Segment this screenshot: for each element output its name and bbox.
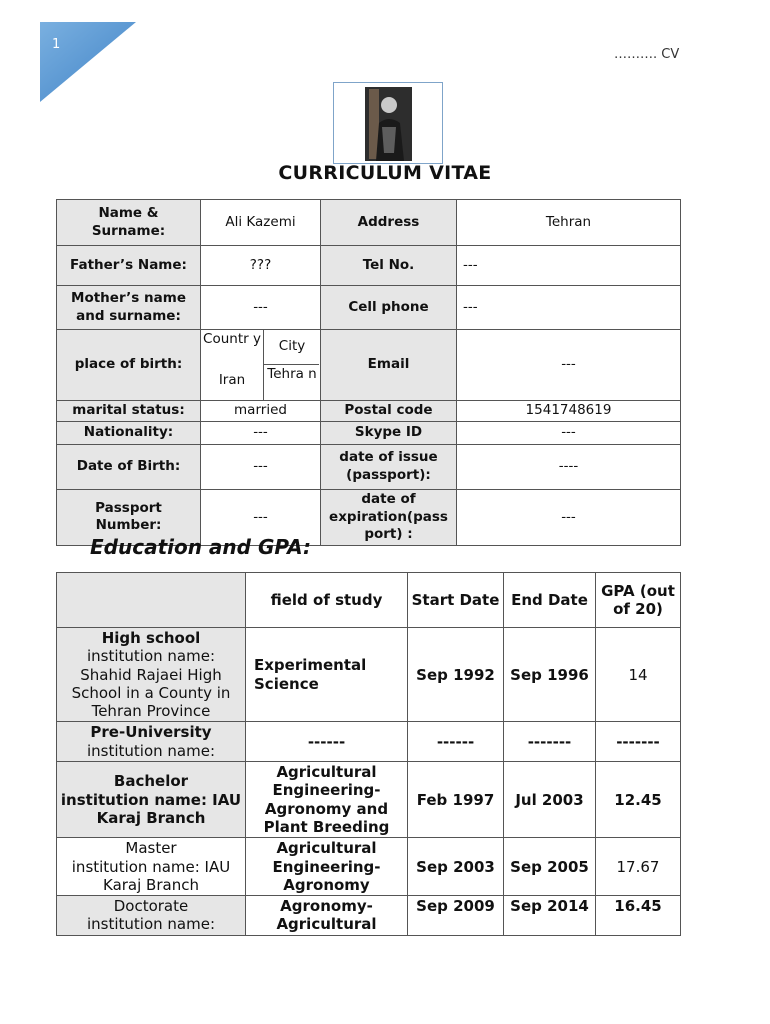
pob-label: place of birth:: [57, 330, 201, 401]
edu-header-field: field of study: [246, 573, 408, 628]
edu-start: Sep 2009: [408, 896, 504, 936]
edu-level: Master: [125, 839, 177, 858]
edu-gpa: -------: [596, 722, 681, 762]
marital-value: married: [201, 401, 321, 422]
edu-gpa: 14: [596, 628, 681, 722]
issue-value: ----: [457, 445, 681, 490]
edu-end: -------: [504, 722, 596, 762]
edu-institution: institution name: Shahid Rajaei High School in a County in Tehran Province: [71, 647, 231, 721]
edu-field: Agricultural Engineering-Agronomy: [246, 838, 408, 896]
table-row: [57, 722, 681, 762]
table-row: [57, 896, 681, 936]
edu-level: Pre-University: [90, 723, 212, 742]
cell-value: ---: [457, 286, 681, 330]
passport-value: ---: [201, 490, 321, 546]
edu-gpa: 17.67: [596, 838, 681, 896]
edu-gpa: 16.45: [596, 896, 681, 936]
passport-label: Passport Number:: [57, 490, 201, 546]
cell-label: Cell phone: [321, 286, 457, 330]
expiry-value: ---: [457, 490, 681, 546]
edu-field: ------: [246, 722, 408, 762]
skype-value: ---: [457, 422, 681, 445]
dob-label: Date of Birth:: [57, 445, 201, 490]
page-corner-ribbon: [0, 0, 140, 110]
edu-field: Experimental Science: [246, 628, 408, 722]
edu-header-empty: [57, 573, 246, 628]
edu-end: Jul 2003: [504, 762, 596, 838]
edu-header-gpa: GPA (out of 20): [596, 573, 681, 628]
edu-start: Sep 1992: [408, 628, 504, 722]
education-heading: Education and GPA:: [90, 535, 312, 559]
mother-value: ---: [201, 286, 321, 330]
skype-label: Skype ID: [321, 422, 457, 445]
edu-end: Sep 2005: [504, 838, 596, 896]
postal-value: 1541748619: [457, 401, 681, 422]
marital-label: marital status:: [57, 401, 201, 422]
edu-institution: institution name:: [86, 915, 216, 934]
issue-label: date of issue (passport):: [321, 445, 457, 490]
edu-institution: institution name:: [86, 741, 216, 760]
pob-country-label: Countr y: [203, 331, 261, 347]
table-row: [57, 838, 681, 896]
mother-label: Mother’s name and surname:: [57, 286, 201, 330]
table-row: [57, 628, 681, 722]
edu-end: Sep 1996: [504, 628, 596, 722]
edu-start: ------: [408, 722, 504, 762]
tel-value: ---: [457, 246, 681, 286]
pob-country-value: Iran: [218, 372, 246, 388]
nationality-value: ---: [201, 422, 321, 445]
edu-institution: institution name: IAU Karaj Branch: [60, 790, 242, 827]
nationality-label: Nationality:: [57, 422, 201, 445]
page-number: 1: [52, 37, 61, 52]
father-value: ???: [201, 246, 321, 286]
education-table: [56, 572, 681, 936]
edu-end: Sep 2014: [504, 896, 596, 936]
dob-value: ---: [201, 445, 321, 490]
name-value: Ali Kazemi: [201, 200, 321, 246]
edu-start: Feb 1997: [408, 762, 504, 838]
email-label: Email: [321, 330, 457, 401]
edu-level: Doctorate: [113, 897, 189, 916]
name-label: Name & Surname:: [57, 200, 201, 246]
edu-field: Agronomy-Agricultural: [246, 896, 408, 936]
pob-city-value: Tehra n: [267, 366, 317, 382]
edu-header-start: Start Date: [408, 573, 504, 628]
edu-field: Agricultural Engineering-Agronomy and Plant Breeding: [246, 762, 408, 838]
expiry-label: date of expiration(pass port) :: [321, 490, 457, 546]
edu-gpa: 12.45: [596, 762, 681, 838]
edu-header-end: End Date: [504, 573, 596, 628]
header-cv-label: ………. CV: [614, 47, 680, 62]
edu-level: High school: [101, 629, 201, 647]
edu-start: Sep 2003: [408, 838, 504, 896]
father-label: Father’s Name:: [57, 246, 201, 286]
email-value: ---: [457, 330, 681, 401]
pob-city-label: City: [278, 338, 306, 354]
pob-subtable: [201, 330, 320, 400]
address-value: Tehran: [457, 200, 681, 246]
address-label: Address: [321, 200, 457, 246]
tel-label: Tel No.: [321, 246, 457, 286]
page-title: CURRICULUM VITAE: [278, 162, 492, 184]
table-row: [57, 762, 681, 838]
postal-label: Postal code: [321, 401, 457, 422]
edu-level: Bachelor: [113, 772, 189, 791]
edu-institution: institution name: IAU Karaj Branch: [71, 857, 231, 894]
profile-photo: [333, 82, 443, 164]
personal-info-table: [56, 199, 681, 546]
